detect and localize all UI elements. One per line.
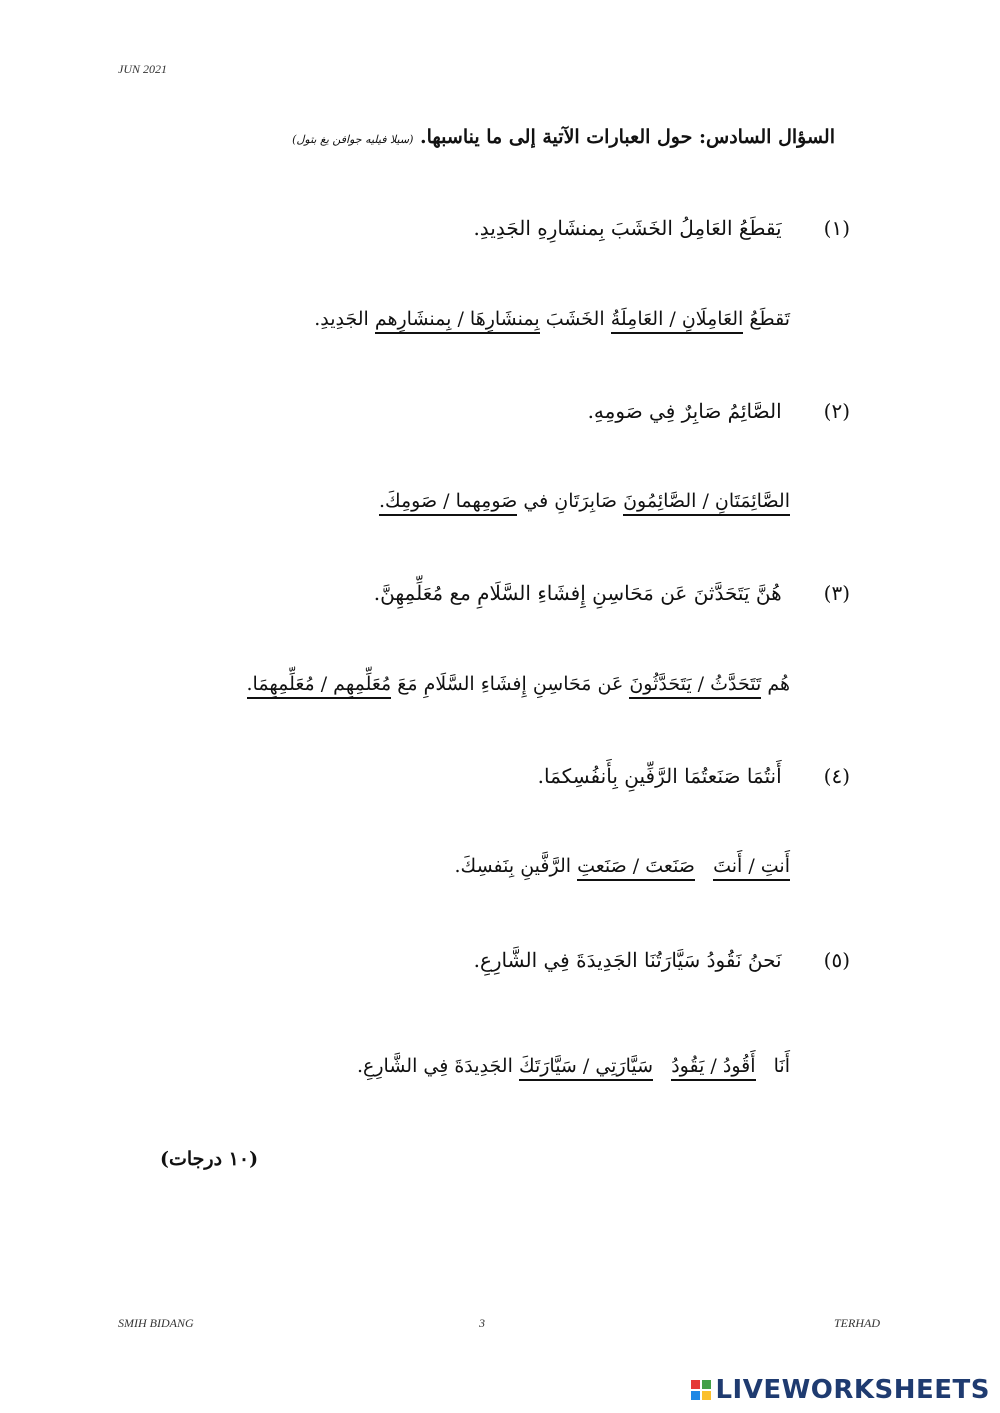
answer-4 <box>455 855 790 877</box>
answer-text: صَابِرَتَانِ في <box>523 490 618 512</box>
question-sentence: يَقطَعُ العَامِلُ الخَشَبَ بِمنشَارِهِ الجَدِيدِ. <box>473 216 782 240</box>
question-2 <box>588 399 850 423</box>
answer-blank[interactable]: صَنَعتَ / صَنَعتِ <box>577 855 695 881</box>
answer-blank[interactable]: أَقُودُ / يَقُودُ <box>671 1055 755 1081</box>
answer-blank[interactable]: تَتَحَدَّثُ / يَتَحَدَّثُونَ <box>629 673 761 699</box>
answer-5 <box>357 1055 790 1077</box>
question-sentence: نَحنُ نَقُودُ سَيَّارَتُنَا الجَدِيدَةَ فِي الشَّارِعِ. <box>473 948 782 972</box>
title-note: (سيلا فيليه جوافن يغ بتول) <box>292 133 414 146</box>
answer-text: تَقطَعُ <box>749 308 790 330</box>
question-title <box>292 126 835 148</box>
answer-blank[interactable]: العَامِلَانِ / العَامِلَةُ <box>611 308 744 334</box>
answer-text: الرَّفَّينِ بِنَفسِكَ. <box>454 855 572 877</box>
grade-label: (١٠ درجات) <box>160 1148 259 1170</box>
question-sentence: الصَّائِمُ صَابِرٌ فِي صَومِهِ. <box>587 399 782 423</box>
answer-text: عَن مَحَاسِنِ إِفشَاءِ السَّلَامِ مَعَ <box>397 673 624 695</box>
question-5 <box>474 948 850 972</box>
question-sentence: هُنَّ يَتَحَدَّثنَ عَن مَحَاسِنِ إِفشَاءِ السَّلَامِ مع مُعَلِّمِهِنَّ. <box>373 581 782 605</box>
liveworksheets-logo <box>691 1375 990 1405</box>
header-date: JUN 2021 <box>118 62 167 76</box>
answer-3 <box>247 673 790 695</box>
answer-blank[interactable]: مُعَلِّمِهِم / مُعَلِّمِهِمَا. <box>247 673 392 699</box>
answer-blank[interactable]: سَيَّارَتِي / سَيَّارَتَكَ <box>519 1055 653 1081</box>
answer-blank[interactable]: بِمنشَارِهَا / بِمنشَارِهم <box>375 308 540 334</box>
footer-right: TERHAD <box>834 1316 880 1330</box>
question-number: (٥) <box>823 948 850 972</box>
answer-text: الجَدِيدِ. <box>314 308 369 330</box>
footer-left: SMIH BIDANG <box>118 1316 194 1330</box>
question-sentence: أَنتُمَا صَنَعتُمَا الرَّفِّينِ بِأَنفُسِكمَا. <box>537 764 782 788</box>
question-number: (١) <box>823 216 850 240</box>
answer-blank[interactable]: أَنتِ / أَنتَ <box>713 855 790 881</box>
answer-blank[interactable]: صَومِهما / صَومِكَ. <box>379 490 517 516</box>
question-3 <box>374 581 850 605</box>
question-1 <box>473 216 850 240</box>
question-4 <box>538 764 850 788</box>
answer-text: الجَدِيدَةَ فِي الشَّارِعِ. <box>357 1055 513 1077</box>
question-number: (٢) <box>823 399 850 423</box>
page-number: 3 <box>479 1316 485 1330</box>
answer-text: أَنَا <box>773 1055 790 1077</box>
answer-1 <box>314 308 790 330</box>
question-number: (٤) <box>823 764 850 788</box>
title-main: السؤال السادس: حول العبارات الآتية إلى ما يناسبها. <box>420 126 835 148</box>
question-number: (٣) <box>823 581 850 605</box>
logo-text: LIVEWORKSHEETS <box>715 1375 990 1405</box>
answer-2 <box>379 490 790 512</box>
answer-text: الخَشَبَ <box>545 308 605 330</box>
answer-blank[interactable]: الصَّائِمَتَانِ / الصَّائِمُونَ <box>623 490 790 516</box>
answer-text: هُم <box>767 673 790 695</box>
logo-icon <box>691 1380 711 1400</box>
